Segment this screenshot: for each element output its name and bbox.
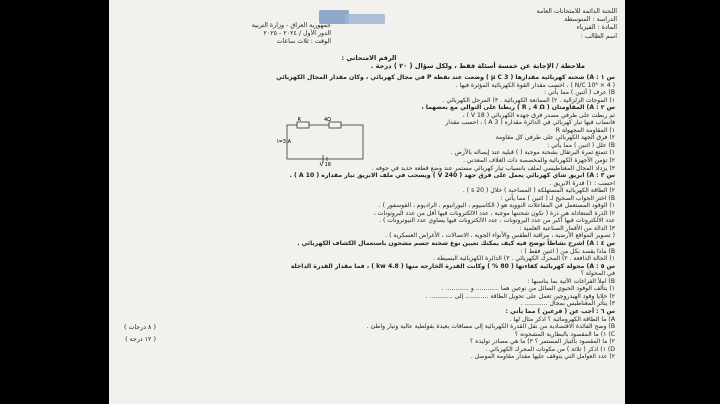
stamp-icon [345, 14, 385, 24]
question-line: عدد الالكترونات فيها أكبر من عدد البروتونات ، عدد الالكترونات فيها يساوي عدد النيوترونات ) . [379, 217, 615, 225]
header-left-line: الوقت : ثلاث ساعات [276, 38, 331, 46]
header-right-line: المادة : الفيزياء [576, 24, 617, 32]
exam-number-label: الرقم الامتحاني : [341, 54, 397, 62]
question-line: ٣) يزداد المجال المغناطيسي لملف بانسياب تيار كهربائي مستمر عند وضع قطعة حديد في جوفه . [371, 164, 615, 172]
question-line: ٢) الذرة المتعادلة هي ذرة ( تكون شحنتها موجبة ، عدد الالكترونات فيها أقل من عدد البروتونات ، [373, 209, 615, 217]
question-line: ( تصوير المواقع الأرضية ، مراقبة الطقس والأنواء الجوية ، الاتصالات ، الأغراض العسكرية ) . [385, 232, 615, 240]
question-line: B) عرف ( أثنين ) مما يأتي : [544, 89, 615, 97]
current-label: I=3 A [277, 139, 291, 145]
exam-note: ملاحظة / الإجابة عن خمسة أسئلة فقط ، ولكل سؤال ( ٢٠ ) درجة . [370, 62, 585, 70]
question-line: ١) يتألف الوقود الحيوي السائل من نوعين هما ............ و ............ . [441, 285, 615, 293]
header-right [497, 8, 617, 41]
question-line: B) ماذا يقصد بكل من ( اثنين فقط ) : [520, 247, 615, 255]
circuit-diagram [279, 119, 371, 167]
question-line: س ٤ : A) اشرح نشاطاً توضح فيه كيف يمكنك تعيين نوع شحنة جسم مشحون باستعمال الكشاف الكهربائي . [297, 240, 615, 248]
question-line: ١) المقاومة المجهولة R [555, 126, 615, 134]
header-left [221, 22, 331, 47]
marks-label: ( ٨ درجات ) [124, 324, 156, 331]
question-line: ٢) فرق الجهد الكهربائي على طرفي كل مقاومة [495, 134, 615, 142]
question-line: احسب : ١) قدرة الابريق . [549, 179, 615, 187]
header-right-line: اللجنة الدائمة للامتحانات العامة [536, 8, 617, 15]
question-line: ١) الوقود المستعمل في المفاعلات النووية هو ( الكاسيوم ، اليورانيوم ، الراديوم ، الفوسفور ) . [378, 202, 615, 210]
question-line: B) وضح الفائدة الاقتصادية من نقل القدرة الكهربائية إلى مسافات بعيدة بفولطية عالية وتيار واطئ . [366, 323, 615, 331]
question-line: ١) الموجات الزلزالية . ٢) الممانعة الكهربائية . ٣) المرحل الكهربائي . [442, 96, 615, 104]
question-line: ٢) الطاقة الكهربائية المستهلكة ( المصاحبة ) خلال ( 20 s ) . [462, 187, 615, 195]
header-right-line: اسم الطالب : [580, 32, 617, 40]
marks-label: ( ١٢ درجة ) [125, 336, 156, 343]
question-line: س ٢ : A) المقاومتان ( R , 4 Ω ) ربطتا على التوالي مع بعضهما ، [421, 104, 615, 112]
question-line: س ٦ : أجب عن ( فرعين ) مما يأتي : [505, 307, 615, 315]
resistor-r-label: R [297, 117, 301, 123]
question-line: ثم ربطت على طرفي مصدر فرق جهده الكهربائي ( 18 V ) ، [462, 111, 615, 119]
question-line: ٢) ما المقصود بالتيار المستمر ؟ ٣) ما هي مصادر توليده ؟ [469, 338, 615, 346]
question-line: C) ١) ما المقصود بالبطارية المشحونة ؟ [514, 330, 615, 338]
questions-body [145, 74, 615, 361]
question-line: A) ما الطاقة الكهرومائية ؟ اذكر مثال لها . [509, 315, 615, 323]
question-line: B) علل ( اثنين ) مما يأتي : [547, 141, 615, 149]
resistor-4ohm-label: 4Ω [323, 117, 331, 123]
question-line: س ١ : A) شحنة كهربائية مقدارها ( 3 μ C ) وضعت عند نقطة P في مجال كهربائي ، وكان مقدار المجال الكهربائي [276, 74, 615, 81]
question-line: ٢) تؤمن الأجهزة الكهربائية والمخصصة ذات الغلاف المعدني . [463, 157, 615, 165]
question-line: س ٥ : A) محولة كهربائية كفاءتها ( 80 % ) وكانت القدرة الخارجة منها ( 4.8 kw ) ، فما مقدار القدرة الداخلة [290, 262, 615, 270]
question-line: B) املأ الفراغات الآتية بما يناسبها : [527, 277, 615, 285]
question-line: D) ١) اذكر ( ثلاثة ) من مكونات المحرك الكهربائي . [485, 345, 615, 353]
question-line: س ٣ : A) ابريق شاي كهربائي يعمل على فرق جهد ( 240 V ) ويسحب في ملف الابريق تيار مقداره ( 10 A ) . [289, 172, 615, 180]
question-line: ٢) خلايا وقود الهيدروجين تعمل على تحويل الطاقة ............ إلى ............ . [425, 292, 615, 300]
question-line: ٣) الدالة من الأقمار الصناعية العلمية : [519, 224, 615, 232]
header-left-line: جمهورية العراق - وزارة التربية [251, 22, 331, 29]
question-line: ٢) عدد العوامل التي يتوقف عليها مقدار مقاومة الموصل . [470, 353, 615, 361]
question-line: ٣) يتأثر المغناطيس بمجال ............ . [520, 300, 615, 308]
question-line: ١) تتمتع ثمرة البرتقال بشحنة موجبة ( ) قبلية عند إيصاله بالأرض . [450, 149, 615, 157]
question-line: ( 4 × 10⁶ N/C ) ، احسب مقدار القوة الكهربائية المؤثرة فيها . [455, 81, 615, 89]
exam-paper [109, 0, 625, 404]
voltage-label: 18 V [319, 162, 331, 168]
marks-column [124, 322, 156, 346]
question-line: في المحولة ؟ [580, 270, 615, 278]
question-line: B) اختر الجواب الصحيح لـ ( اثنين ) مما يأتي : [500, 194, 615, 202]
header-left-line: الدور الأول / ٢٠٢٤ - ٢٠٢٥ [263, 30, 331, 38]
header-right-line: الدراسة : المتوسطة [564, 16, 617, 24]
question-line: فانساب فيها تيار كهربائي في الدائرة مقداره ( 3 A ) ، احسب مقدار [445, 119, 615, 127]
question-line: ١) الحالة الدافعة . ٢) المحرك الكهربائي . ٣) الدائرة الكهربائية البسيطة . [433, 255, 615, 263]
